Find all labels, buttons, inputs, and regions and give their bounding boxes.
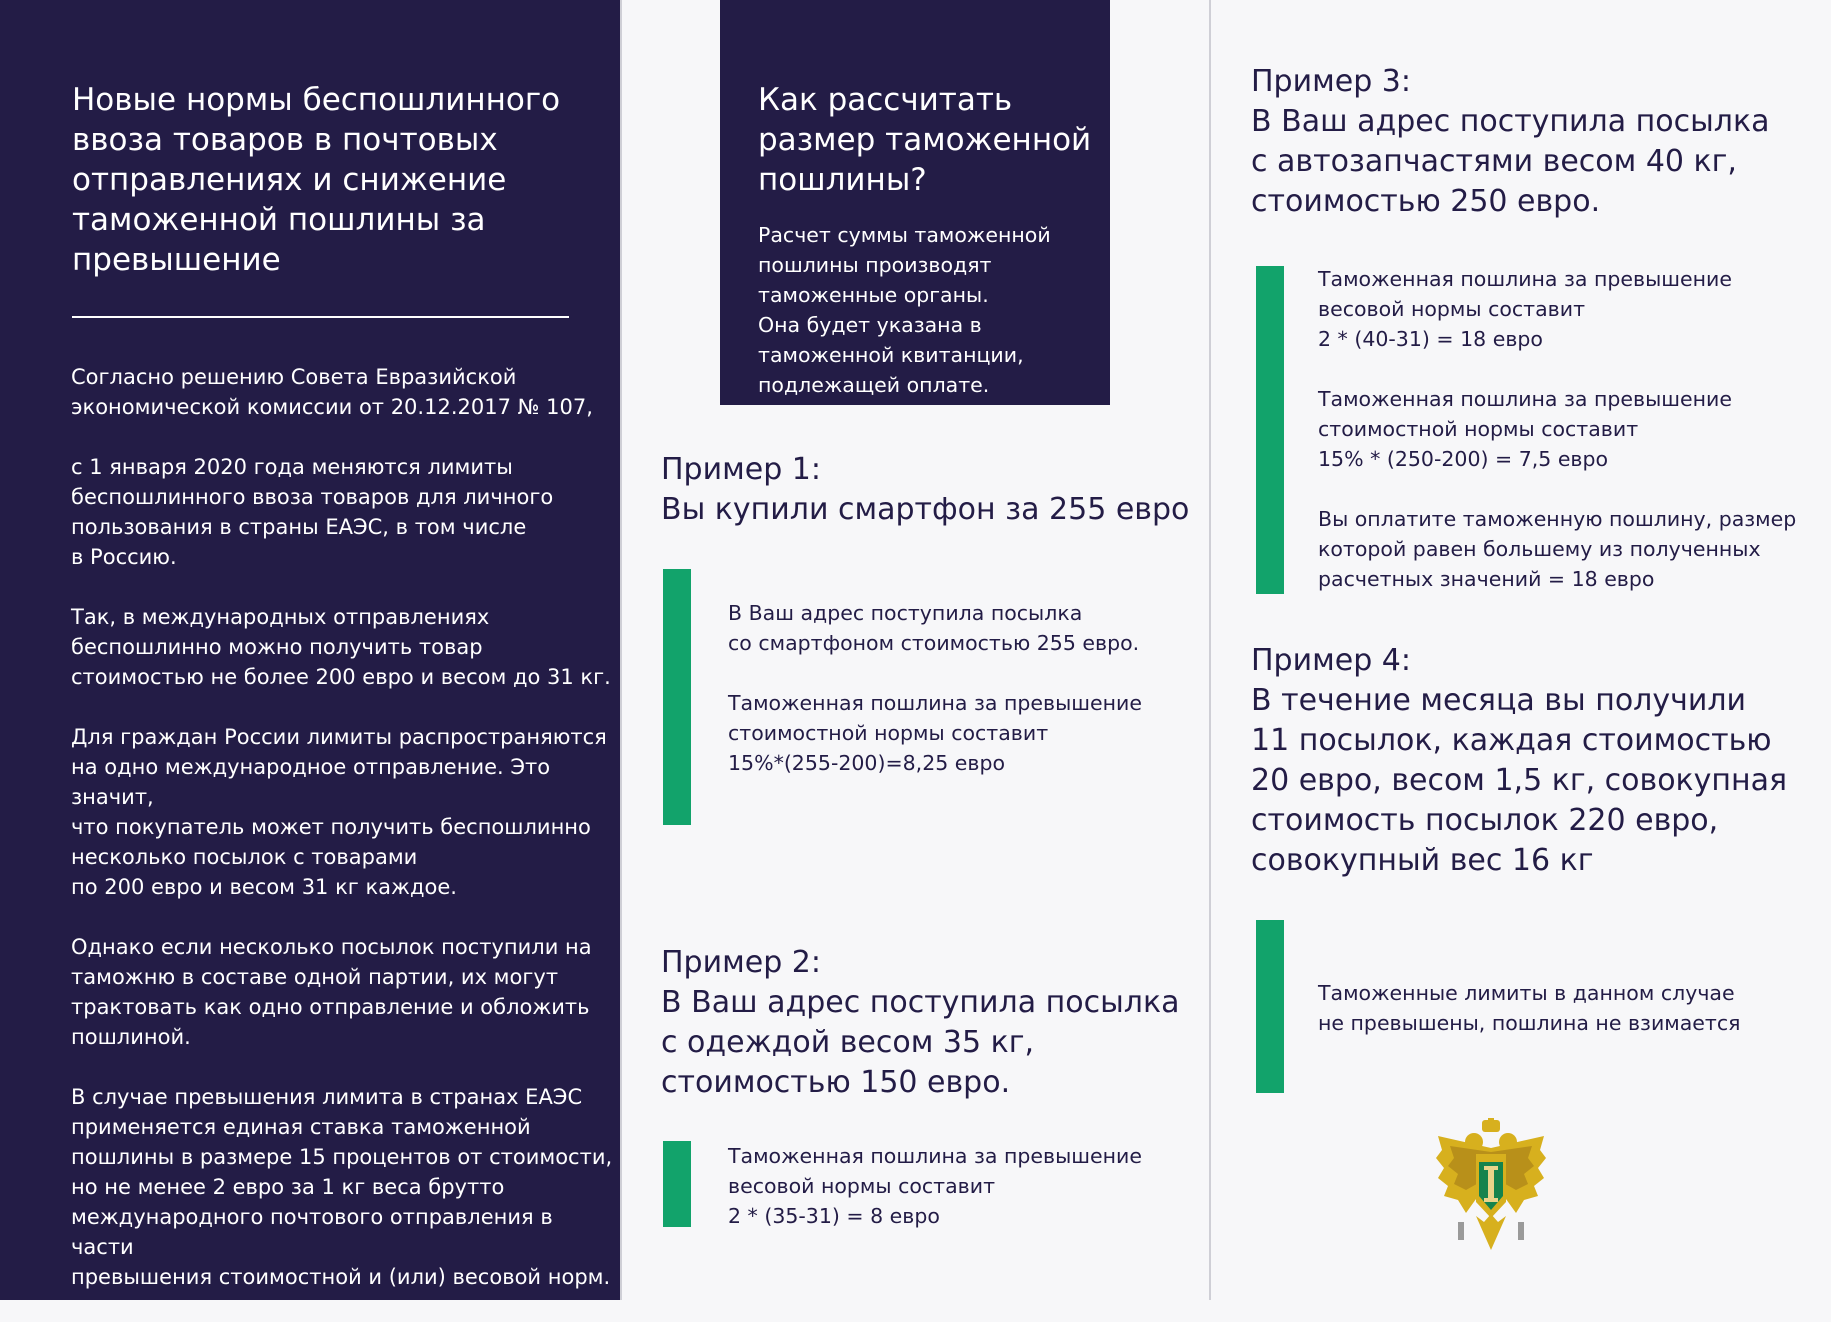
example-1-paragraph: В Ваш адрес поступила посылка со смартфоном стоимостью 255 евро. bbox=[728, 601, 1140, 655]
intro-paragraph: с 1 января 2020 года меняются лимиты беспошлинного ввоза товаров для личного пользования в страны ЕАЭС, в том числе в Россию. bbox=[71, 455, 554, 569]
example-4-paragraph: Таможенные лимиты в данном случае не превышены, пошлина не взимается bbox=[1318, 981, 1741, 1035]
intro-title: Новые нормы беспошлинного ввоза товаров в почтовых отправлениях и снижение таможенной пошлины за превышение bbox=[72, 82, 561, 278]
example-1-subtitle: Вы купили смартфон за 255 евро bbox=[661, 492, 1190, 527]
example-4-text bbox=[1318, 978, 1823, 1038]
example-4-subtitle: В течение месяца вы получили 11 посылок, каждая стоимостью 20 евро, весом 1,5 кг, совокупная стоимость посылок 220 евро, совокупный вес 16 кг bbox=[1251, 683, 1788, 878]
intro-divider bbox=[72, 316, 569, 318]
how-title: Как рассчитать размер таможенной пошлины? bbox=[758, 82, 1092, 198]
example-3-paragraph: Вы оплатите таможенную пошлину, размер которой равен большему из полученных расчетных значений = 18 евро bbox=[1318, 507, 1797, 591]
intro-panel bbox=[0, 0, 620, 1300]
intro-paragraph: Согласно решению Совета Евразийской экономической комиссии от 20.12.2017 № 107, bbox=[71, 365, 593, 419]
example-3-text bbox=[1318, 264, 1823, 594]
example-2-paragraph: Таможенная пошлина за превышение весовой нормы составит 2 * (35-31) = 8 евро bbox=[728, 1144, 1142, 1228]
example-1-text bbox=[728, 598, 1168, 778]
how-text: Расчет суммы таможенной пошлины производят таможенные органы. Она будет указана в таможенной квитанции, подлежащей оплате. bbox=[758, 223, 1051, 397]
example-1-accent-bar bbox=[663, 569, 691, 825]
example-2-accent-bar bbox=[663, 1141, 691, 1227]
how-to-calculate-box bbox=[720, 0, 1110, 405]
example-3-paragraph: Таможенная пошлина за превышение весовой нормы составит 2 * (40-31) = 18 евро bbox=[1318, 267, 1732, 351]
intro-body bbox=[71, 362, 616, 1322]
example-3-accent-bar bbox=[1256, 266, 1284, 594]
intro-paragraph: Для граждан России лимиты распространяются на одно международное отправление. Это значит, что покупатель может получить беспошлинно несколько посылок с товарами по 200 евро и весом 31 кг каждое. bbox=[71, 725, 607, 899]
example-4-accent-bar bbox=[1256, 920, 1284, 1093]
example-3-paragraph: Таможенная пошлина за превышение стоимостной нормы составит 15% * (250-200) = 7,5 евро bbox=[1318, 387, 1732, 471]
example-2-text bbox=[728, 1141, 1168, 1231]
example-4-heading: Пример 4: bbox=[1251, 643, 1411, 678]
example-3-heading: Пример 3: bbox=[1251, 64, 1411, 99]
example-1-paragraph: Таможенная пошлина за превышение стоимостной нормы составит 15%*(255-200)=8,25 евро bbox=[728, 691, 1142, 775]
example-1-heading: Пример 1: bbox=[661, 452, 821, 487]
intro-paragraph: В случае превышения лимита в странах ЕАЭС применяется единая ставка таможенной пошлины в размере 15 процентов от стоимости, но не менее 2 евро за 1 кг веса брутто международного почтового отправления в части превышения стоимостной и (или) весовой норм. bbox=[71, 1085, 613, 1289]
customs-eagle-emblem-icon bbox=[1436, 1118, 1546, 1253]
intro-paragraph: Так, в международных отправлениях беспошлинно можно получить товар стоимостью не более 200 евро и весом до 31 кг. bbox=[71, 605, 611, 689]
example-2-heading: Пример 2: bbox=[661, 945, 821, 980]
intro-paragraph: Однако если несколько посылок поступили на таможню в составе одной партии, их могут трактовать как одно отправление и обложить пошлиной. bbox=[71, 935, 592, 1049]
example-3-subtitle: В Ваш адрес поступила посылка с автозапчастями весом 40 кг, стоимостью 250 евро. bbox=[1251, 104, 1770, 219]
example-2-subtitle: В Ваш адрес поступила посылка с одеждой весом 35 кг, стоимостью 150 евро. bbox=[661, 985, 1180, 1100]
